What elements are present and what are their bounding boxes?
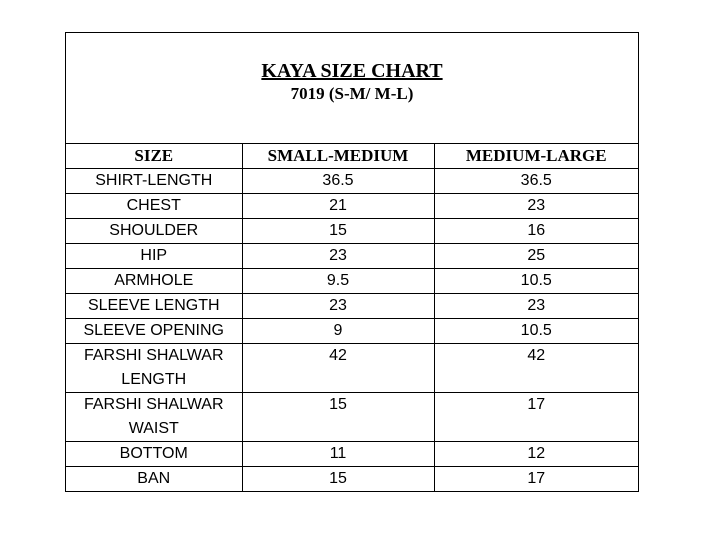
- medium-large-value: 16: [434, 219, 638, 244]
- measurement-label: SHIRT-LENGTH: [66, 169, 242, 194]
- measurement-label: SLEEVE LENGTH: [66, 294, 242, 319]
- table-row: [66, 219, 638, 244]
- small-medium-value: 42: [242, 344, 434, 393]
- medium-large-value: 17: [527, 470, 546, 487]
- measurement-label: BOTTOM: [66, 442, 242, 467]
- column-header-medium-large: MEDIUM-LARGE: [434, 144, 638, 169]
- small-medium-value: 9.5: [242, 269, 434, 294]
- table-row: [66, 467, 638, 492]
- chart-header: [66, 33, 638, 144]
- measurement-label: BAN: [66, 467, 242, 492]
- medium-large-value: 36.5: [434, 169, 638, 194]
- medium-large-value: 12: [434, 442, 638, 467]
- table-row: [66, 194, 638, 219]
- table-row: [66, 269, 638, 294]
- small-medium-value: 15: [242, 219, 434, 244]
- header-row: [66, 144, 638, 169]
- table-row: [66, 393, 638, 442]
- small-medium-value: 15: [242, 467, 434, 492]
- measurement-label: SLEEVE OPENING: [66, 319, 242, 344]
- measurement-label: HIP: [66, 244, 242, 269]
- table-row: [66, 169, 638, 194]
- chart-subtitle: 7019 (S-M/ M-L): [290, 84, 414, 103]
- small-medium-value: 9: [242, 319, 434, 344]
- medium-large-value: 42: [434, 344, 638, 393]
- table-row: [66, 319, 638, 344]
- measurement-label: ARMHOLE: [66, 269, 242, 294]
- table-row: [66, 344, 638, 393]
- measurement-label: FARSHI SHALWAR LENGTH: [66, 344, 242, 393]
- column-header-size: SIZE: [66, 144, 242, 169]
- small-medium-value: 23: [242, 294, 434, 319]
- table-row: [66, 442, 638, 467]
- medium-large-value: 23: [434, 194, 638, 219]
- small-medium-value: 36.5: [242, 169, 434, 194]
- medium-large-value: 17: [434, 393, 638, 442]
- size-table: [66, 144, 638, 491]
- small-medium-value: 23: [242, 244, 434, 269]
- measurement-label: CHEST: [66, 194, 242, 219]
- column-header-small-medium: SMALL-MEDIUM: [242, 144, 434, 169]
- measurement-label: FARSHI SHALWAR WAIST: [66, 393, 242, 442]
- small-medium-value: 15: [242, 393, 434, 442]
- measurement-label: SHOULDER: [66, 219, 242, 244]
- size-chart: [65, 32, 639, 492]
- small-medium-value: 21: [242, 194, 434, 219]
- small-medium-value: 11: [242, 442, 434, 467]
- chart-title: KAYA SIZE CHART: [261, 60, 443, 82]
- medium-large-value: 25: [434, 244, 638, 269]
- table-row: [66, 244, 638, 269]
- medium-large-value: 23: [434, 294, 638, 319]
- medium-large-value: 10.5: [434, 269, 638, 294]
- table-row: [66, 294, 638, 319]
- medium-large-value: 10.5: [434, 319, 638, 344]
